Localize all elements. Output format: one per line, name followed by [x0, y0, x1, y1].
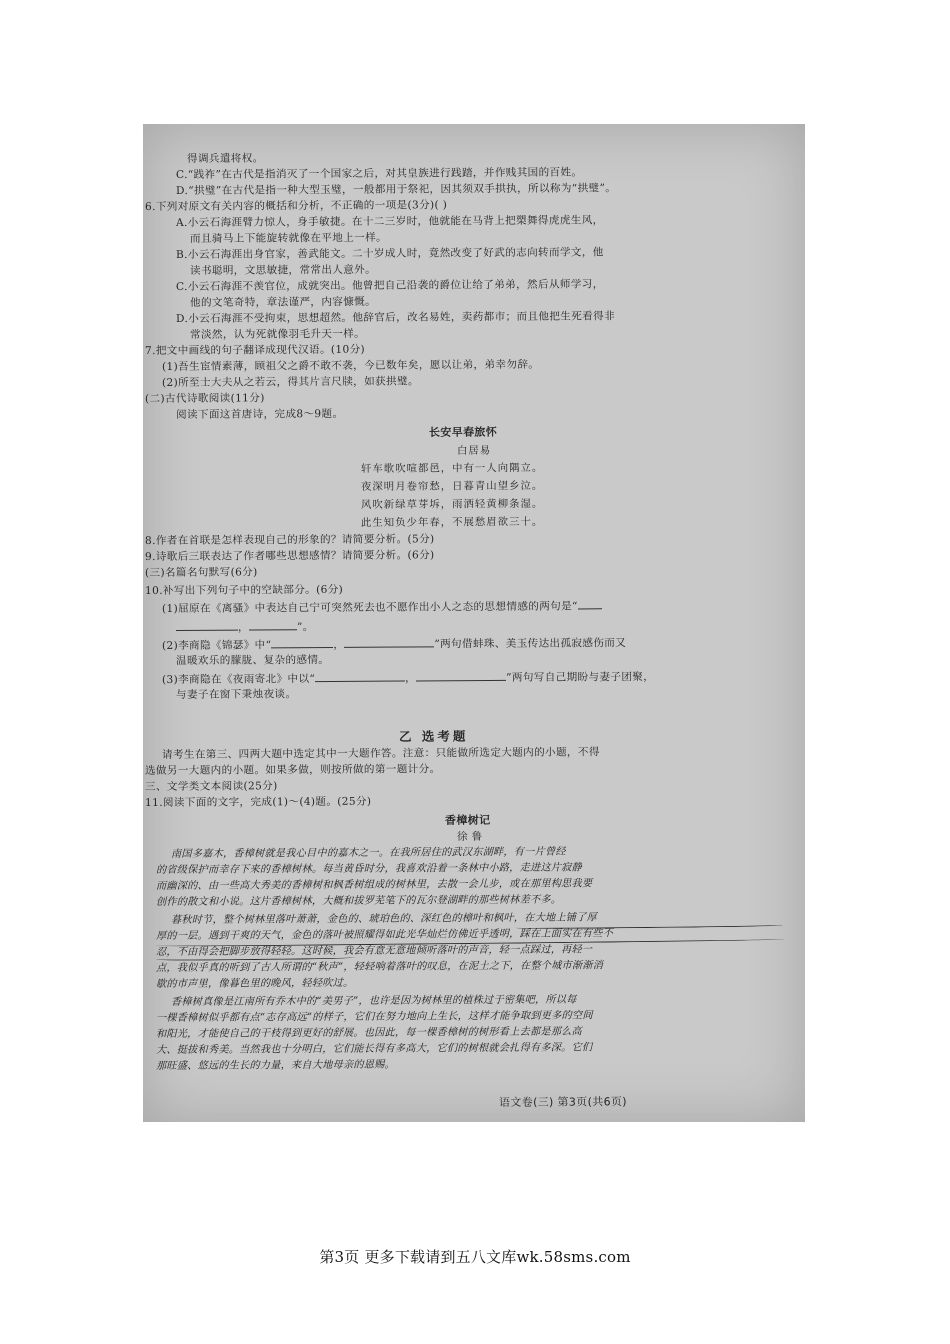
article-line: 的省级保护而幸存下来的香樟树林。每当黄昏时分，我喜欢沿着一条林中小路，走进这片寂静: [155, 862, 582, 876]
blank-line: [344, 636, 434, 648]
poem-line: 此生知负少年春，不展愁眉欲三十。: [360, 515, 544, 529]
download-footer: 第3页 更多下载请到五八文库wk.58sms.com: [319, 1248, 631, 1266]
text-line: 读书聪明，文思敏捷，常常出人意外。: [189, 263, 377, 277]
article-line: 那旺盛、悠远的生长的力量，来自大地母亲的恩赐。: [155, 1059, 395, 1072]
option-b: B.小云石海涯出身官家，善武能文。二十岁成人时，竟然改变了好武的志向转而学文，他: [175, 246, 604, 261]
article-line: 大、挺拔和秀美。当然我也十分明白，它们能长得有多高大，它们的树根就会扎得有多深。它们: [155, 1042, 593, 1056]
instructions: 选做另一大题内的小题。如果多做，则按所做的第一题计分。: [144, 763, 441, 777]
question-8: 8.作者在首联是怎样表现自己的形象的？请简要分析。(5分): [144, 533, 435, 547]
question-6: 6.下列对原文有关内容的概括和分析，不正确的一项是(3分)( ): [144, 199, 448, 213]
article-line: 厚的一层。遇到干爽的天气，金色的落叶被照耀得如此光华灿烂仿佛近乎透明，踩在上面实在有些不: [155, 928, 614, 942]
text-line: 与妻子在窗下秉烛夜谈。: [175, 688, 297, 701]
article-line: 一棵香樟树似乎都有点“志存高远”的样子，它们在努力地向上生长，这样才能争取到更多的空间: [155, 1010, 593, 1024]
section-heading: (三)名篇名句默写(6分): [144, 566, 258, 579]
poem-line: 风吹新绿草芽坼，雨洒轻黄柳条湿。: [360, 497, 544, 511]
page-footer: 语文卷(三) 第3页(共6页): [498, 1095, 627, 1109]
text-line: D.“拱璧”在古代是指一种大型玉璧，一般都用于祭祀，因其须双手拱执，所以称为“拱璧”。: [175, 182, 617, 197]
question-11: 11.阅读下面的文字，完成(1)～(4)题。(25分): [144, 795, 372, 809]
text-line: 常淡然，认为死就像羽毛升天一样。: [189, 327, 366, 341]
option-c: C.小云石海涯不羡官位，成就突出。他曾把自己沿袭的爵位让给了弟弟，然后从师学习，: [175, 278, 604, 293]
question-10-3: [162, 669, 654, 687]
article-line: 创作的散文和小说。这片香樟树林，大概和拔罗芜笔下的瓦尔登湖畔的那些树林差不多。: [155, 894, 562, 908]
text-line: C.“践祚”在古代是指消灭了一个国家之后，对其皇族进行践踏，并作贱其国的百姓。: [175, 166, 583, 181]
article-line: 和阳光，才能使自己的干枝得到更好的舒展。也因此，每一棵香樟树的树形看上去都是那么高: [155, 1026, 582, 1040]
question-10-1-cont: [176, 619, 314, 635]
text-span: (3)李商隐在《夜雨寄北》中以“: [161, 673, 316, 686]
blank-line: [271, 637, 333, 648]
poem-line: 夜深明月卷帘愁，日暮青山望乡泣。: [360, 479, 544, 493]
text-line: 阅读下面这首唐诗，完成8～9题。: [175, 407, 344, 421]
text-line: 他的文笔奇特，章法谨严，内容慷慨。: [189, 295, 377, 309]
question-10-2: [162, 635, 626, 653]
section-heading: (二)古代诗歌阅读(11分): [144, 392, 265, 405]
question-10: 10.补写出下列句子中的空缺部分。(6分): [144, 583, 344, 597]
blank-line: [578, 608, 602, 609]
text-line: 得调兵遣将权。: [186, 152, 264, 165]
article-line: 暮秋时节，整个树林里落叶萧萧，金色的、琥珀色的、深红色的樟叶和枫叶，在大地上铺了厚: [170, 912, 597, 926]
question-7-1: (1)吾生宦情素薄，顾祖父之爵不敢不袭，今已数年矣，愿以让弟，弟幸勿辞。: [161, 358, 540, 373]
blank-line: [416, 670, 506, 682]
text-line: 温暖欢乐的朦胧、复杂的感情。: [175, 654, 330, 667]
instructions: 请考生在第三、四两大题中选定其中一大题作答。注意：只能做所选定大题内的小题，不得: [161, 746, 600, 761]
option-d: D.小云石海涯不受拘束，思想超然。他辞官后，改名易姓，卖药都市；而且他把生死看得非: [175, 310, 616, 325]
scanned-exam-page: [143, 124, 805, 1122]
text-span: ”两句借蚌珠、美玉传达出孤寂感伤而又: [434, 637, 627, 651]
text-line: 而且骑马上下能旋转就像在平地上一样。: [189, 231, 388, 245]
poem-author: 白居易: [456, 444, 492, 457]
text-span: ，: [237, 621, 249, 634]
text-span: ，: [405, 672, 417, 685]
question-9: 9.诗歌后三联表达了作者哪些思想感情？请简要分析。(6分): [144, 549, 435, 563]
article-line: 歇的市声里，像暮色里的晚风，轻轻吹过。: [155, 977, 354, 990]
poem-title: 长安早春旅怀: [428, 425, 498, 439]
article-line: 香樟树真像是江南所有乔木中的“美男子”，也许是因为树林里的植株过于密集吧，所以每: [170, 994, 577, 1008]
article-line: 忍，不由得会把脚步放得轻轻。这时候，我会有意无意地倾听落叶的声音，轻一点踩过，再轻一: [155, 944, 593, 958]
article-line: 点，我似乎真的听到了古人所谓的“秋声”，轻轻响着落叶的叹息，在泥土之下，在整个城市渐渐消: [155, 960, 604, 974]
question-7-2: (2)所至士大夫从之若云，得其片言尺牍，如获拱璧。: [161, 375, 419, 389]
section-title: 乙 选考题: [398, 728, 469, 744]
text-span: ”。: [296, 621, 314, 634]
article-line: 而幽深的、由一些高大秀美的香樟树和枫香树组成的树林里，去散一会儿步，或在那里构思我要: [155, 878, 593, 892]
question-10-1: [162, 599, 602, 616]
poem-line: 轩车歌吹喧都邑，中有一人向隅立。: [360, 461, 544, 475]
blank-line: [176, 620, 238, 631]
section-heading: 三、文学类文本阅读(25分): [144, 780, 278, 793]
text-span: (1)屈原在《离骚》中表达自己宁可突然死去也不愿作出小人之态的思想情感的两句是“: [161, 600, 578, 615]
blank-line: [249, 619, 297, 630]
article-author: 徐 鲁: [456, 830, 483, 843]
text-span: (2)李商隐《锦瑟》中“: [161, 639, 272, 652]
text-span: ，: [333, 638, 345, 651]
article-title: 香樟树记: [444, 813, 491, 827]
blank-line: [315, 671, 405, 683]
article-line: 南国多嘉木，香樟树就是我心目中的嘉木之一。在我所居住的武汉东湖畔，有一片曾经: [170, 846, 566, 860]
text-span: ”两句写自己期盼与妻子团聚，: [506, 670, 655, 684]
question-7: 7.把文中画线的句子翻译成现代汉语。(10分): [144, 343, 366, 357]
option-a: A.小云石海涯臂力惊人，身手敏捷。在十二三岁时，他就能在马背上把槊舞得虎虎生风，: [175, 214, 604, 229]
